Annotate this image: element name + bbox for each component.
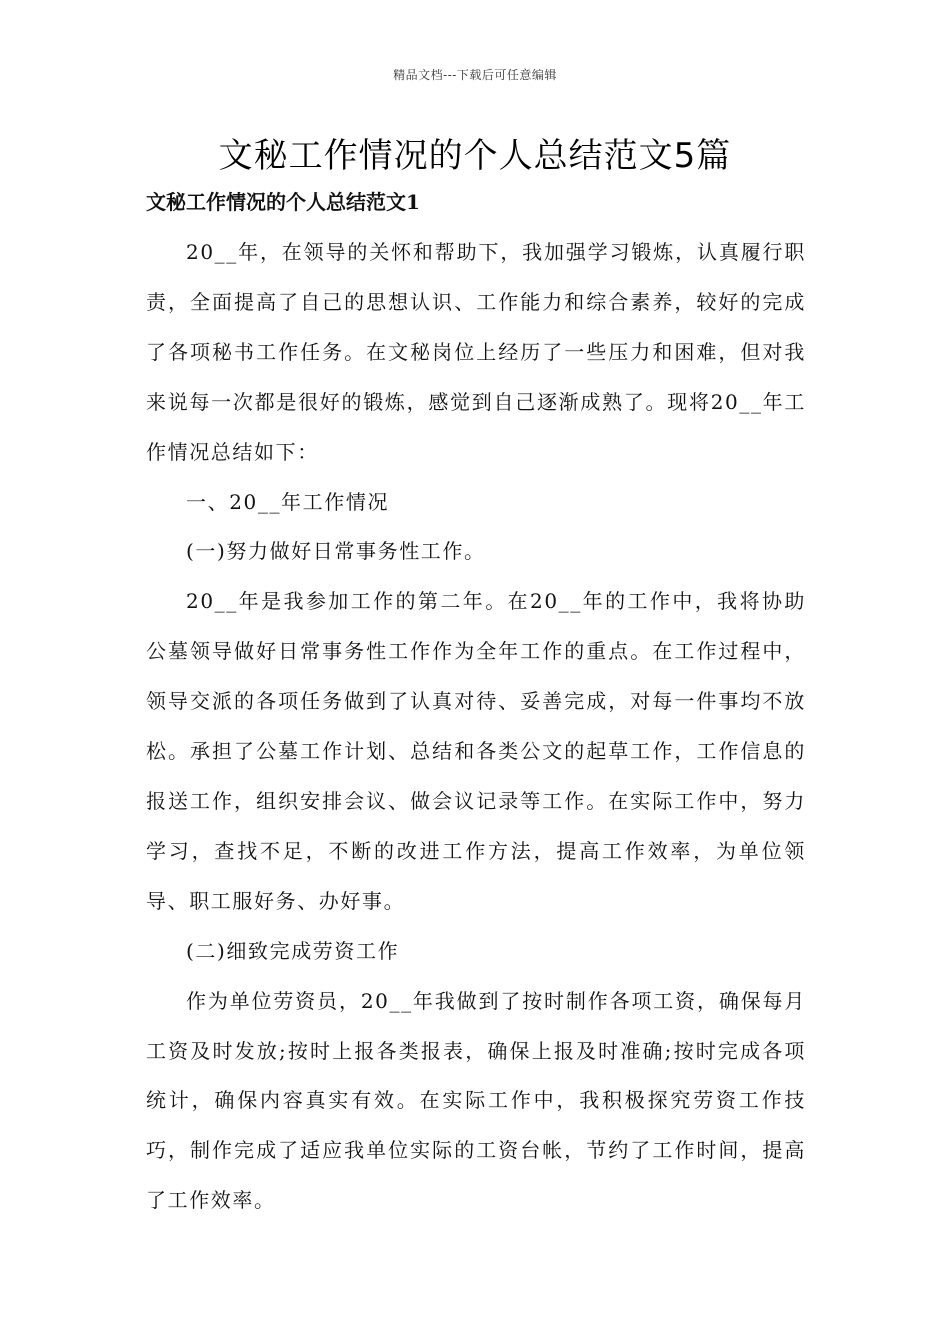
paragraph-intro: 20__年，在领导的关怀和帮助下，我加强学习锻炼，认真履行职责，全面提高了自己的思想认识、工作能力和综合素养，较好的完成了各项秘书工作任务。在文秘岗位上经历了一些压力和困难，但对我来说每一次都是很好的锻炼，感觉到自己逐渐成熟了。现将20__年工作情况总结如下： bbox=[146, 240, 806, 464]
subheading-daily-affairs: (一)努力做好日常事务性工作。 bbox=[186, 539, 486, 564]
section-heading: 文秘工作情况的个人总结范文1 bbox=[146, 190, 420, 214]
paragraph-labor-wages: 作为单位劳资员，20__年我做到了按时制作各项工资，确保每月工资及时发放;按时上报各类报表，确保上报及时准确;按时完成各项统计，确保内容真实有效。在实际工作中，我积极探究劳资工作技巧，制作完成了适应我单位实际的工资台帐，节约了工作时间，提高了工作效率。 bbox=[146, 988, 806, 1213]
subheading-labor-wages: (二)细致完成劳资工作 bbox=[186, 938, 400, 963]
document-title: 文秘工作情况的个人总结范文5篇 bbox=[218, 136, 732, 176]
header-note: 精品文档---下载后可任意编辑 bbox=[393, 68, 557, 82]
paragraph-daily-affairs: 20__年是我参加工作的第二年。在20__年的工作中，我将协助公墓领导做好日常事务性工作作为全年工作的重点。在工作过程中，领导交派的各项任务做到了认真对待、妥善完成，对每一件事均不放松。承担了公墓工作计划、总结和各类公文的起草工作，工作信息的报送工作，组织安排会议、做会议记录等工作。在实际工作中，努力学习，查找不足，不断的改进工作方法，提高工作效率，为单位领导、职工服好务、办好事。 bbox=[146, 589, 806, 913]
subheading-work-status: 一、20__年工作情况 bbox=[186, 489, 390, 514]
document-body bbox=[146, 228, 806, 1226]
